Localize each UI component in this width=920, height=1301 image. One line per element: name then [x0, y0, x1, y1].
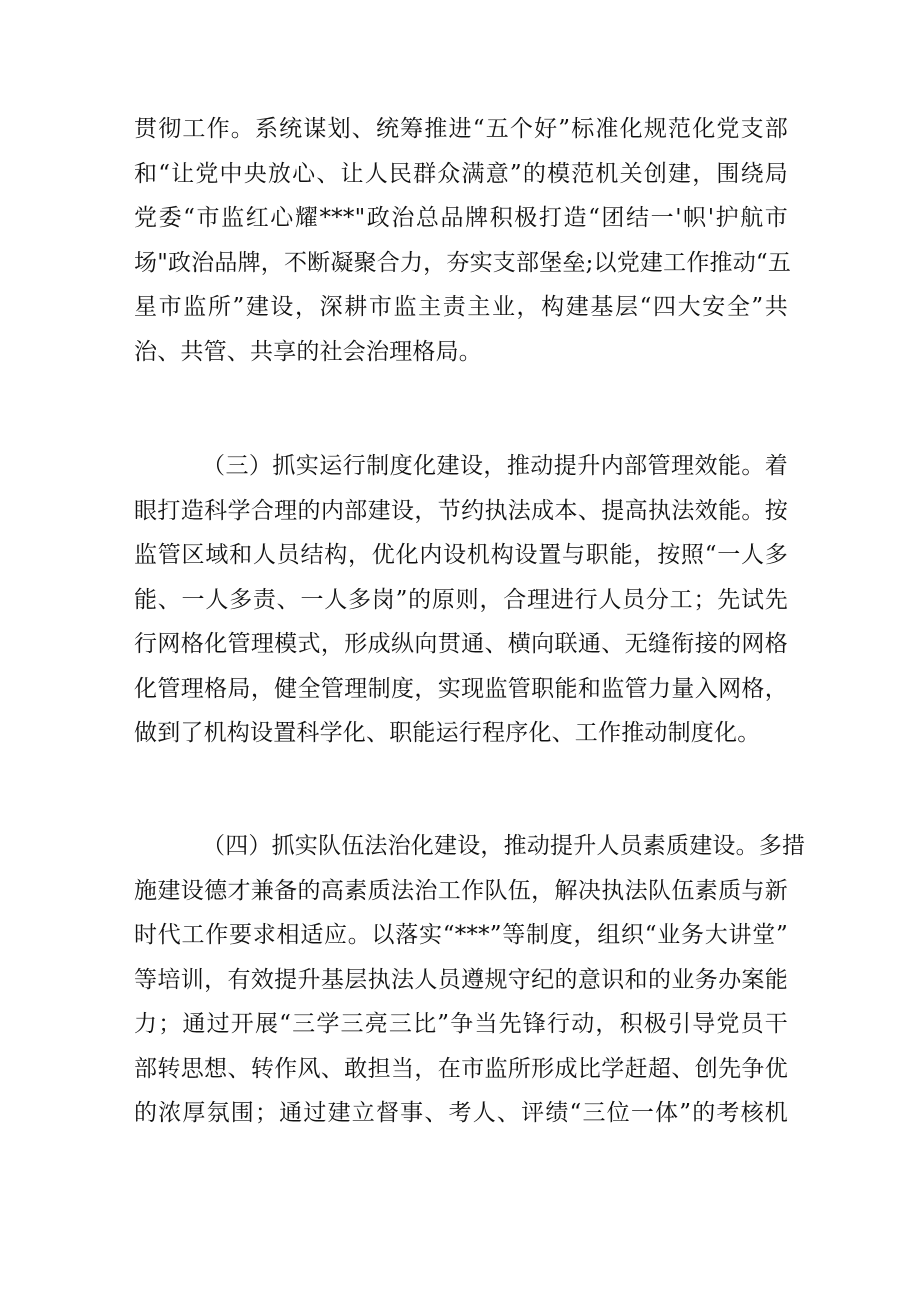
text-line: 贯彻工作。系统谋划、统筹推进“五个好”标准化规范化党支部: [134, 116, 788, 142]
text-line: 做到了机构设置科学化、职能运行程序化、工作推动制度化。: [134, 720, 761, 746]
text-line: 部转思想、转作风、敢担当，在市监所形成比学赶超、创先争优: [134, 1055, 788, 1082]
text-line: 能、一人多责、一人多岗”的原则，合理进行人员分工；先试先: [134, 586, 788, 613]
text-line: 行网格化管理模式，形成纵向贯通、横向联通、无缝衔接的网格: [134, 631, 788, 657]
text-line: 力；通过开展“三学三亮三比”争当先锋行动，积极引导党员干: [134, 1011, 788, 1037]
text-line: 党委“市监红心耀***"政治总品牌积极打造“团结一'帜'护航市: [134, 205, 788, 231]
text-line: 和“让党中央放心、让人民群众满意”的模范机关创建，围绕局: [134, 160, 788, 187]
text-line: 场"政治品牌，不断凝聚合力，夯实支部堡垒;以党建工作推动“五: [134, 249, 792, 276]
text-line: 监管区域和人员结构，优化内设机构设置与职能，按照“一人多: [134, 542, 788, 568]
section-heading-line: （三）抓实运行制度化建设，推动提升内部管理效能。着: [202, 453, 788, 479]
text-line: 化管理格局，健全管理制度，实现监管职能和监管力量入网格，: [134, 675, 788, 702]
text-line: 等培训，有效提升基层执法人员遵规守纪的意识和的业务办案能: [134, 966, 788, 993]
section-heading-line: （四）抓实队伍法治化建设，推动提升人员素质建设。多措: [202, 833, 806, 859]
paragraph-continued: [134, 107, 792, 374]
text-line: 治、共管、共享的社会治理格局。: [134, 338, 482, 365]
paragraph-section-3: [134, 444, 788, 756]
paragraph-section-4: [134, 824, 806, 1136]
text-line: 的浓厚氛围；通过建立督事、考人、评绩“三位一体”的考核机: [134, 1100, 788, 1126]
text-line: 时代工作要求相适应。以落实“***”等制度，组织“业务大讲堂”: [134, 922, 788, 948]
text-line: 星市监所”建设，深耕市监主责主业，构建基层“四大安全”共: [134, 294, 788, 320]
text-line: 施建设德才兼备的高素质法治工作队伍，解决执法队伍素质与新: [134, 877, 788, 904]
text-line: 眼打造科学合理的内部建设，节约执法成本、提高执法效能。按: [134, 497, 788, 524]
